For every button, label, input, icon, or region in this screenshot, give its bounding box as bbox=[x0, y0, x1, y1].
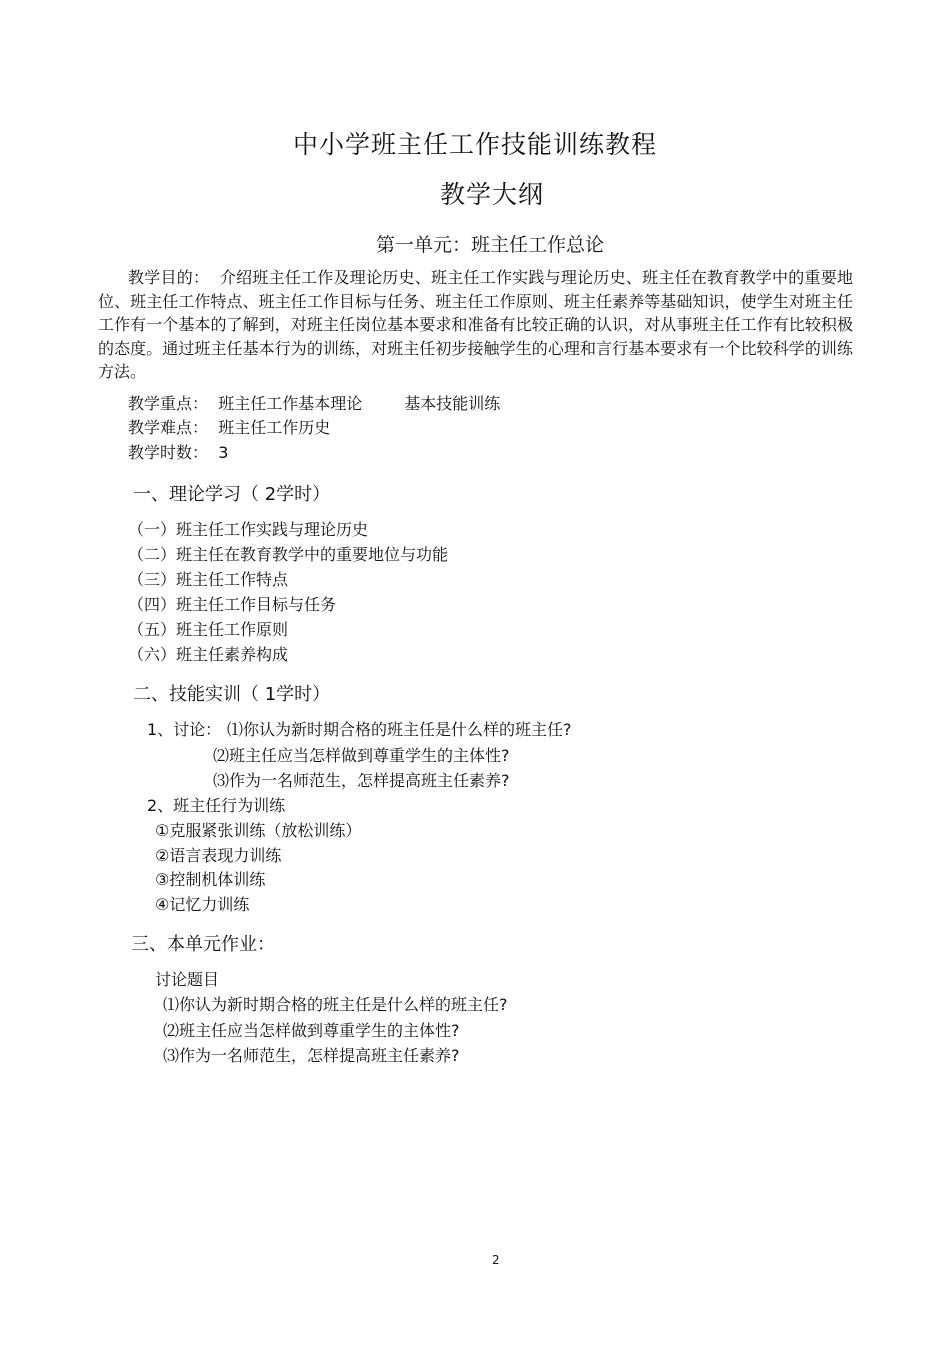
discussion-question: ⑴你认为新时期合格的班主任是什么样的班主任? bbox=[227, 720, 572, 739]
difficulties-value: 班主任工作历史 bbox=[218, 418, 331, 437]
training-label: 2、班主任行为训练 bbox=[147, 796, 286, 815]
teaching-purpose-paragraph bbox=[98, 266, 853, 384]
discussion-question: ⑶作为一名师范生，怎样提高班主任素养? bbox=[213, 771, 510, 790]
training-item: ④记忆力训练 bbox=[155, 895, 250, 914]
training-item: ③控制机体训练 bbox=[155, 870, 266, 889]
document-title: 中小学班主任工作技能训练教程 bbox=[293, 130, 658, 159]
hours-row bbox=[128, 441, 228, 465]
discussion-label: 1、讨论： bbox=[147, 720, 222, 739]
hours-value: 3 bbox=[218, 443, 229, 462]
key-points-value-2: 基本技能训练 bbox=[404, 394, 501, 413]
discussion-question: ⑵班主任应当怎样做到尊重学生的主体性? bbox=[213, 746, 510, 765]
difficulties-row bbox=[128, 416, 330, 440]
teaching-purpose-text: 介绍班主任工作及理论历史、班主任工作实践与理论历史、班主任在教育教学中的重要地位、班主任工作特点、班主任工作目标与任务、班主任工作原则、班主任素养等基础知识，使学生对班主任工作有一个基本的了解到，对班主任岗位基本要求和准备有比较正确的认识，对从事班主任工作有比较积极的态度。通过班主任基本行为的训练，对班主任初步接触学生的心理和言行基本要求有一个比较科学的训练方法。 bbox=[98, 268, 853, 381]
assignment-question: ⑵班主任应当怎样做到尊重学生的主体性? bbox=[163, 1021, 460, 1040]
key-points-label: 教学重点： bbox=[128, 394, 209, 413]
section1-item: （四）班主任工作目标与任务 bbox=[128, 595, 337, 614]
training-item: ②语言表现力训练 bbox=[155, 846, 282, 865]
teaching-purpose-label: 教学目的： bbox=[128, 268, 210, 287]
assignment-label: 讨论题目 bbox=[155, 970, 220, 989]
page-number: 2 bbox=[492, 1253, 500, 1267]
training-item: ①克服紧张训练（放松训练） bbox=[155, 821, 362, 840]
section1-item: （二）班主任在教育教学中的重要地位与功能 bbox=[128, 545, 449, 564]
document-subtitle: 教学大纲 bbox=[440, 180, 545, 209]
assignment-question: ⑴你认为新时期合格的班主任是什么样的班主任? bbox=[163, 995, 508, 1014]
section1-item: （三）班主任工作特点 bbox=[128, 570, 289, 589]
section1-item: （五）班主任工作原则 bbox=[128, 620, 289, 639]
section1-item: （六）班主任素养构成 bbox=[128, 645, 289, 664]
unit-heading: 第一单元：班主任工作总论 bbox=[376, 234, 605, 256]
section2-heading: 二、技能实训（ 1学时） bbox=[133, 684, 331, 705]
hours-label: 教学时数： bbox=[128, 443, 209, 462]
key-points-value: 班主任工作基本理论 bbox=[218, 394, 363, 413]
section3-heading: 三、本单元作业： bbox=[131, 934, 275, 955]
key-points-row bbox=[128, 392, 500, 416]
assignment-question: ⑶作为一名师范生，怎样提高班主任素养? bbox=[163, 1046, 460, 1065]
section1-item: （一）班主任工作实践与理论历史 bbox=[128, 520, 369, 539]
difficulties-label: 教学难点： bbox=[128, 418, 209, 437]
section1-heading: 一、理论学习（ 2学时） bbox=[133, 484, 331, 505]
